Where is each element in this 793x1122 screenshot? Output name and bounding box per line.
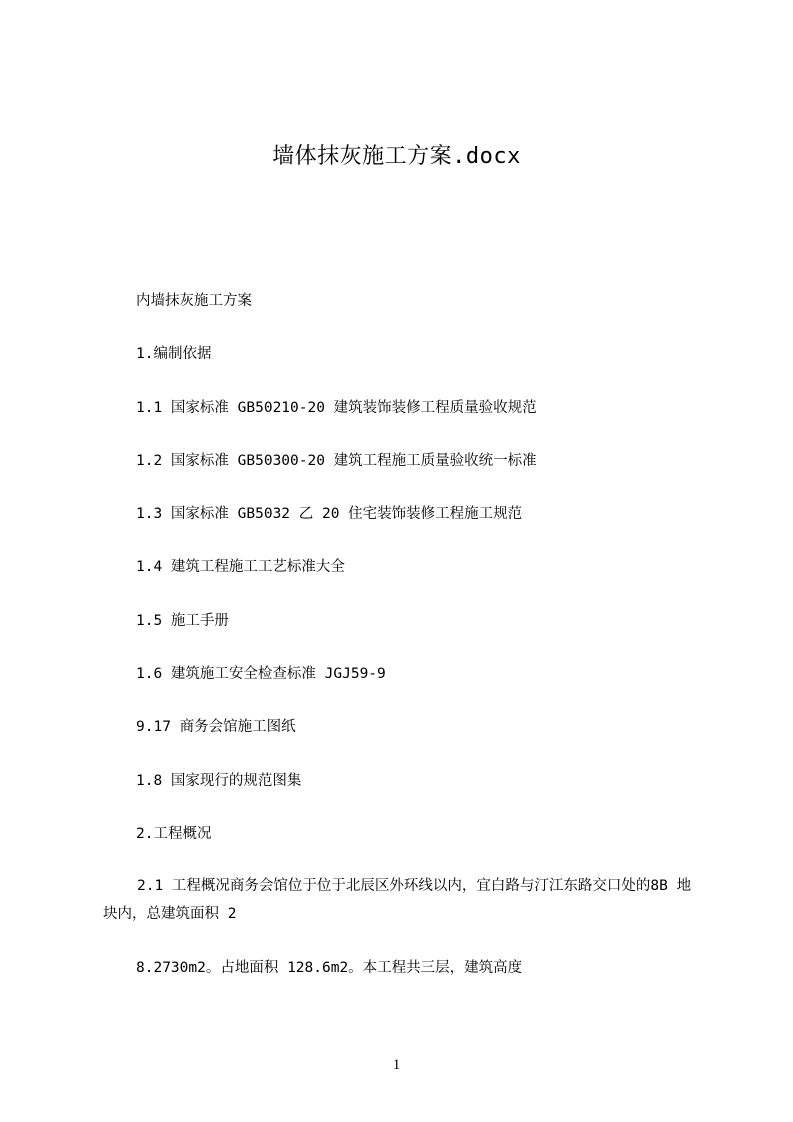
paragraph-item-1-2: 1.2 国家标准 GB50300-20 建筑工程施工质量验收统一标准 [136,453,537,469]
paragraph-section-2: 2.工程概况 [136,826,212,842]
paragraph-item-2-1 [103,872,703,928]
paragraph-section-1: 1.编制依据 [136,346,212,362]
paragraph-item-1-8: 1.8 国家现行的规范图集 [136,773,302,789]
paragraph-item-1-3: 1.3 国家标准 GB5032 乙 20 住宅装饰装修工程施工规范 [136,506,523,522]
paragraph-item-1-7: 9.17 商务会馆施工图纸 [136,719,296,735]
paragraph-continuation: 8.2730m2。占地面积 128.6m2。本工程共三层，建筑高度 [136,960,523,976]
page-number: 1 [392,1057,401,1073]
paragraph-heading: 内墙抹灰施工方案 [136,293,252,309]
document-title: 墙体抹灰施工方案.docx [272,144,521,169]
paragraph-item-2-1-text: 2.1 工程概况商务会馆位于位于北辰区外环线以内，宜白路与汀江东路交口处的8B 地块内，总建筑面积 2 [103,878,692,922]
paragraph-item-1-1: 1.1 国家标准 GB50210-20 建筑装饰装修工程质量验收规范 [136,400,537,416]
paragraph-item-1-4: 1.4 建筑工程施工工艺标准大全 [136,559,345,575]
paragraph-item-1-6: 1.6 建筑施工安全检查标准 JGJ59-9 [136,666,386,682]
paragraph-item-1-5: 1.5 施工手册 [136,613,229,629]
